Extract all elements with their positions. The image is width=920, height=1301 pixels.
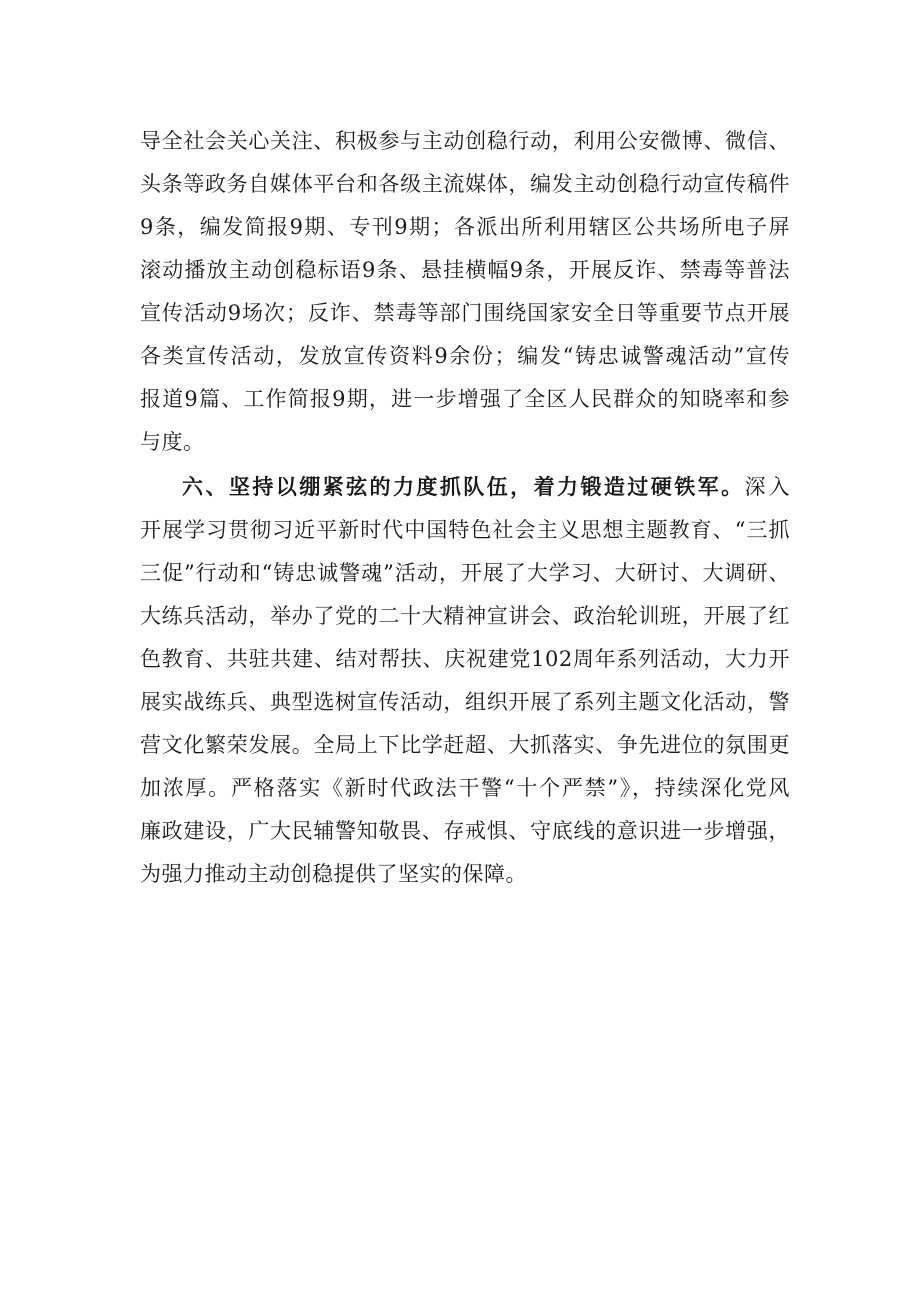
paragraph-publicity bbox=[140, 120, 790, 464]
paragraph-line: 各类宣传活动，发放宣传资料9余份；编发“铸忠诚警魂活动”宣传 bbox=[140, 344, 790, 368]
paragraph-line: 头条等政务自媒体平台和各级主流媒体，编发主动创稳行动宣传稿件 bbox=[140, 172, 790, 196]
paragraph-line: 大练兵活动，举办了党的二十大精神宣讲会、政治轮训班，开展了红 bbox=[140, 604, 790, 628]
document-body bbox=[140, 120, 790, 896]
paragraph-team-building bbox=[140, 466, 790, 896]
section-heading: 六、坚持以绷紧弦的力度抓队伍，着力锻造过硬铁军。 bbox=[182, 475, 745, 499]
paragraph-line: 营文化繁荣发展。全局上下比学赶超、大抓落实、争先进位的氛围更 bbox=[140, 733, 790, 757]
paragraph-line: 宣传活动9场次；反诈、禁毒等部门围绕国家安全日等重要节点开展 bbox=[140, 301, 790, 325]
paragraph-line: 与度。 bbox=[140, 430, 205, 454]
paragraph-line: 色教育、共驻共建、结对帮扶、庆祝建党102周年系列活动，大力开 bbox=[140, 647, 790, 671]
paragraph-text-start: 深入 bbox=[744, 475, 791, 499]
paragraph-line: 导全社会关心关注、积极参与主动创稳行动，利用公安微博、微信、 bbox=[140, 129, 790, 153]
paragraph-line: 为强力推动主动创稳提供了坚实的保障。 bbox=[140, 862, 527, 886]
paragraph-first-line bbox=[140, 466, 790, 509]
paragraph-line: 滚动播放主动创稳标语9条、悬挂横幅9条，开展反诈、禁毒等普法 bbox=[140, 258, 790, 282]
paragraph-line: 报道9篇、工作简报9期，进一步增强了全区人民群众的知晓率和参 bbox=[140, 387, 790, 411]
paragraph-line: 三促”行动和“铸忠诚警魂”活动，开展了大学习、大研讨、大调研、 bbox=[140, 561, 790, 585]
paragraph-line: 开展学习贯彻习近平新时代中国特色社会主义思想主题教育、“三抓 bbox=[140, 518, 790, 542]
paragraph-line: 加浓厚。严格落实《新时代政法干警“十个严禁”》，持续深化党风 bbox=[140, 776, 790, 800]
paragraph-line: 展实战练兵、典型选树宣传活动，组织开展了系列主题文化活动，警 bbox=[140, 690, 790, 714]
paragraph-line: 廉政建设，广大民辅警知敬畏、存戒惧、守底线的意识进一步增强， bbox=[140, 819, 790, 843]
paragraph-line: 9条，编发简报9期、专刊9期；各派出所利用辖区公共场所电子屏 bbox=[140, 215, 790, 239]
